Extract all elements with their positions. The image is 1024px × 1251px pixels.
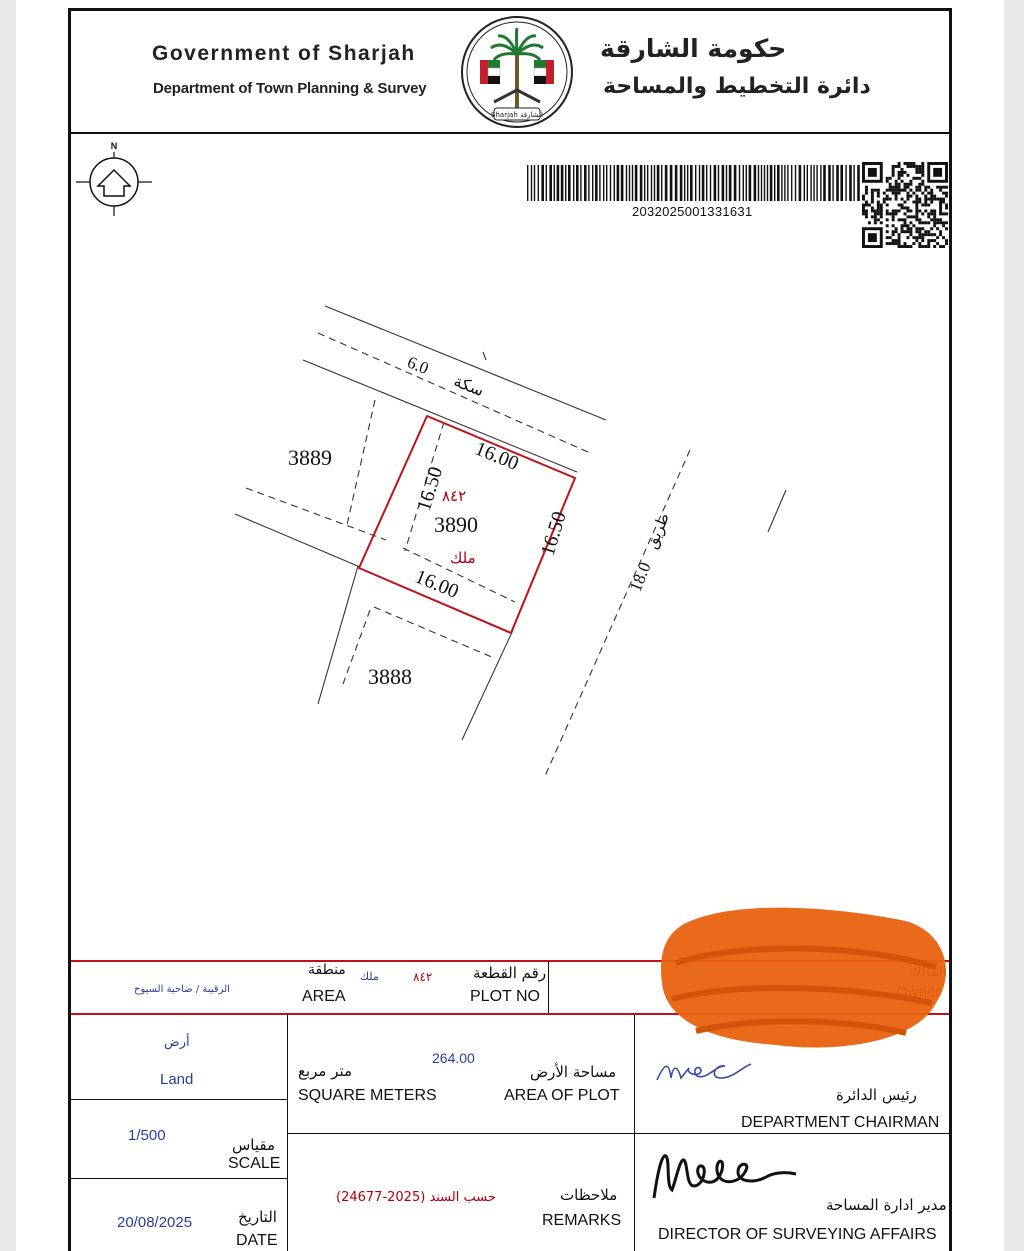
chairman-label-ar: رئيس الدائرة	[836, 1086, 917, 1104]
date-label-en: DATE	[236, 1232, 278, 1249]
director-label-ar: مدير ادارة المساحة	[826, 1196, 947, 1214]
chairman-signature	[655, 1058, 757, 1084]
side-top-length: 16.00	[471, 437, 522, 475]
remarks-label-en: REMARKS	[542, 1212, 622, 1229]
road-top-width: 6.0	[404, 352, 432, 379]
chairman-label-en: DEPARTMENT CHAIRMAN	[741, 1114, 940, 1131]
neighbor-plot-south: 3888	[368, 664, 412, 689]
north-label: N	[110, 141, 118, 151]
area-label-ar: منطقة	[308, 962, 346, 978]
form-row-line-1	[71, 1099, 287, 1100]
scale-value: 1/500	[128, 1127, 166, 1144]
road-right-width: 18.0	[625, 559, 655, 595]
form-row-line-2	[71, 1178, 287, 1179]
government-title-ar: حكومة الشارقة	[600, 34, 787, 63]
plot-value-ar: ٨٤٢	[413, 970, 433, 984]
plot-area-value: 264.00	[432, 1050, 475, 1066]
form-col-divider-1	[548, 962, 549, 1013]
director-signature	[650, 1150, 800, 1202]
side-bottom-length: 16.00	[411, 565, 462, 603]
department-title-ar: دائرة التخطيط والمساحة	[603, 74, 871, 99]
director-label-en: DIRECTOR OF SURVEYING AFFAIRS	[658, 1226, 937, 1243]
form-row-line-3	[287, 1133, 634, 1134]
area-label-en: AREA	[302, 988, 346, 1005]
road-top-label: سكة	[451, 371, 487, 401]
neighbor-plot-north: 3889	[288, 445, 332, 470]
scale-label-en: SCALE	[228, 1155, 281, 1172]
government-title-en: Government of Sharjah	[152, 42, 416, 65]
form-row-line-4	[634, 1133, 952, 1134]
plot-number-arabic: ٨٤٢	[442, 487, 467, 505]
plot-ownership: ملك	[450, 549, 476, 567]
barcode-number: 2032025001331631	[632, 204, 753, 219]
date-label-ar: التاريخ	[238, 1208, 277, 1226]
road-right-label: طريق	[642, 510, 673, 552]
date-value: 20/08/2025	[117, 1214, 193, 1231]
redaction-mark	[656, 903, 952, 1051]
unit-label-ar: متر مربع	[298, 1062, 353, 1080]
plot-value-tag: ملك	[360, 970, 379, 983]
plot-number: 3890	[434, 512, 478, 537]
side-left-length: 16.50	[413, 464, 448, 514]
land-type-en: Land	[160, 1071, 194, 1088]
area-value: الرقيبة / ضاحية السيوح	[134, 984, 230, 995]
unit-label-en: SQUARE METERS	[298, 1087, 437, 1104]
land-type-ar: أرض	[164, 1035, 190, 1050]
plot-area-label-en: AREA OF PLOT	[504, 1087, 620, 1104]
scale-label-ar: مقياس	[232, 1136, 276, 1154]
plot-label-en: PLOT NO	[470, 988, 540, 1005]
remarks-label-ar: ملاحظات	[560, 1186, 618, 1204]
emblem-caption: Sharjah الشارقة	[491, 111, 543, 119]
remarks-value: حسب السند (2025-24677)	[336, 1190, 496, 1205]
plot-area-label-ar: مساحة الأرض	[530, 1063, 617, 1081]
plot-label-ar: رقم القطعة	[473, 964, 547, 982]
department-title-en: Department of Town Planning & Survey	[153, 80, 427, 97]
side-right-length: 16.50	[536, 509, 571, 559]
